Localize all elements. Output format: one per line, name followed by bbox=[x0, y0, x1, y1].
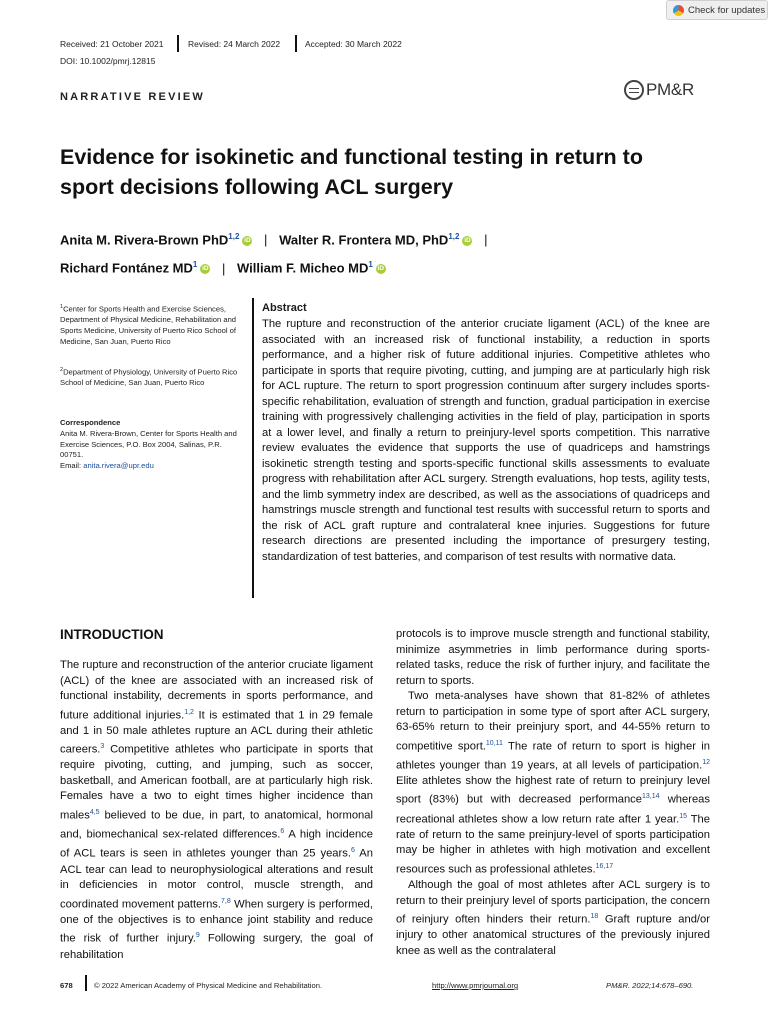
body-text: Following surgery, the goal of rehabilitation bbox=[60, 933, 373, 961]
author-affiliation: 1 bbox=[192, 260, 198, 270]
affiliation-number: 1 bbox=[60, 304, 64, 310]
author-name[interactable]: Walter R. Frontera MD, PhD bbox=[279, 232, 449, 248]
citation-reference-link[interactable]: 16,17 bbox=[595, 862, 614, 870]
affiliation-text: Center for Sports Health and Exercise Sciences, Department of Physical Medicine, Rehabilitation and Sports Medicine, University of Puerto Rico School of Medicine, San Juan, Puerto Rico bbox=[60, 304, 237, 346]
author-separator: | bbox=[264, 232, 268, 248]
body-text: The rupture and reconstruction of the anterior cruciate ligament (ACL) of the knee are associated with an increased risk of functional instability, decrements in sports performance, and future additional injuries. bbox=[60, 659, 373, 722]
article-type-label: NARRATIVE REVIEW bbox=[60, 91, 206, 103]
citation: PM&R. 2022;14:678–690. bbox=[606, 981, 694, 990]
page-number: 678 bbox=[60, 981, 73, 990]
affiliation-text: Department of Physiology, University of Puerto Rico School of Medicine, San Juan, Puerto Rico bbox=[60, 367, 238, 388]
journal-logo-text: PM&R bbox=[646, 80, 694, 99]
body-text: Competitive athletes who participate in sports that require pivoting, cutting, and jumping, such as soccer, basketball, and American football, are at particularly high risk. Females have a two to eight times higher incidence than males bbox=[60, 743, 373, 822]
author-name[interactable]: Richard Fontánez MD bbox=[60, 260, 193, 276]
affiliation-1 bbox=[60, 302, 246, 348]
orcid-icon[interactable]: iD bbox=[244, 236, 251, 244]
pmr-logo-icon bbox=[624, 80, 644, 100]
author-list bbox=[60, 224, 720, 281]
revised-date: Revised: 24 March 2022 bbox=[188, 39, 281, 49]
citation-reference-link[interactable]: 1,2 bbox=[184, 708, 194, 716]
body-text: Graft rupture and/or injury to other anatomical structures of the previously injured knee as well as the contralateral bbox=[396, 913, 710, 957]
body-text: Although the goal of most athletes after ACL surgery is to return to their preinjury level of sports participation, the concern of reinjury often hinders their return. bbox=[396, 879, 710, 926]
citation-reference-link[interactable]: 13,14 bbox=[642, 793, 660, 801]
body-text: The rate of return to sport is higher in athletes younger than 19 years, at all levels of participation. bbox=[396, 740, 710, 772]
journal-logo bbox=[624, 80, 694, 100]
citation-reference-link[interactable]: 10,11 bbox=[485, 739, 503, 747]
body-text: When surgery is performed, one of the objectives is to enhance joint stability and reduce the risk of further injury. bbox=[60, 898, 374, 946]
author-affiliation: 1,2 bbox=[228, 232, 240, 241]
received-date: Received: 21 October 2021 bbox=[60, 39, 164, 49]
author-affiliation: 1,2 bbox=[448, 232, 460, 241]
body-text: Two meta-analyses have shown that 81-82% of athletes return to participation in some type of sport after ACL surgery, 63-65% return to their preinjury sport, and 44-55% return to competitive sport. bbox=[396, 690, 710, 753]
body-text: Elite athletes show the highest rate of return to preinjury level sport (83%) but with decreased performance bbox=[396, 774, 710, 807]
copyright: © 2022 American Academy of Physical Medicine and Rehabilitation. bbox=[94, 981, 323, 990]
citation-reference-link[interactable]: 6 bbox=[350, 847, 355, 855]
orcid-icon[interactable]: iD bbox=[377, 265, 385, 273]
doi: DOI: 10.1002/pmrj.12815 bbox=[60, 56, 156, 66]
body-text: An ACL tear can lead to neurophysiological alterations and result in deficiencies in motor control, muscle strength, and coordinated movement patterns. bbox=[60, 848, 373, 911]
author-affiliation: 1 bbox=[368, 260, 373, 270]
affiliation-number: 2 bbox=[60, 367, 64, 373]
intro-paragraph bbox=[396, 878, 710, 959]
abstract-heading: Abstract bbox=[262, 302, 307, 314]
check-for-updates-label: Check for updates bbox=[688, 4, 766, 16]
journal-url-link[interactable]: http://www.pmrjournal.org bbox=[432, 981, 519, 990]
citation-reference-link[interactable]: 15 bbox=[679, 812, 688, 820]
body-text: The rate of return to the same preinjury-level of sports participation may be higher in athletes with high motivation and excellent resources such as professional athletes. bbox=[396, 813, 711, 876]
author-separator: | bbox=[484, 232, 488, 248]
intro-paragraph bbox=[396, 689, 710, 878]
email-link[interactable]: anita.rivera@upr.edu bbox=[83, 461, 154, 471]
citation-reference-link[interactable]: 7,8 bbox=[221, 897, 231, 905]
citation-reference-link[interactable]: 3 bbox=[100, 743, 105, 751]
correspondence bbox=[60, 418, 246, 472]
correspondence-heading: Correspondence bbox=[60, 418, 121, 427]
correspondence-address: Anita M. Rivera-Brown, Center for Sports Health and Exercise Sciences, P.O. Box 2004, Salinas, P.R. 00751. bbox=[60, 428, 237, 460]
footer-divider bbox=[85, 975, 87, 991]
check-for-updates-button[interactable] bbox=[666, 0, 768, 20]
email-label: Email: bbox=[60, 461, 84, 471]
body-text: It is estimated that 1 in 29 female and 1 in 50 male athletes rupture an ACL during their athletic careers. bbox=[60, 709, 373, 756]
citation-reference-link[interactable]: 4,5 bbox=[89, 808, 100, 816]
abstract-divider bbox=[252, 298, 254, 598]
intro-paragraph bbox=[396, 627, 710, 689]
intro-paragraph bbox=[60, 658, 373, 963]
body-text: A high incidence of ACL tears is seen in athletes younger than 25 years. bbox=[60, 828, 373, 861]
body-text: believed to be due, in part, to anatomical, hormonal and, biomechanical sex-related differences. bbox=[60, 809, 373, 841]
abstract-text: The rupture and reconstruction of the anterior cruciate ligament (ACL) of the knee are associated with an increased risk of functional instability, a reduction in sports performance, and a higher risk of future additional injuries. Competitive athletes who participate in sports that require pivoting, cutting, and jumping are at particularly high risk for ACL rupture. The return to sport progression continuum after surgery includes sports-specific rehabilitation, evaluation of strength and function, gradual participation in exercise training with progressively challenging activities in the field of play, participation in sports at a lower level, and finally a return to preinjury-level sports competition. This narrative review evaluates the evidence that supports the use of quadriceps and hamstrings isokinetic strength testing and sports-specific functional skills assessments to evaluate progress with rehabilitation after ACL surgery. Strength evaluations, hop tests, agility tests, and the limb symmetry index are described, as well as the associations of quadriceps and hamstrings muscle strength and functional test results with successful return to sports and the risk of ACL graft rupture and contralateral knee injuries. Suggestions for future research directions are presented including the importance of presurgery testing, standardization of test batteries, and comparison of test results with normative data. bbox=[262, 318, 710, 563]
affiliation-2 bbox=[60, 365, 246, 389]
meta-divider bbox=[177, 35, 179, 52]
author-name[interactable]: William F. Micheo MD bbox=[237, 260, 369, 276]
citation-reference-link[interactable]: 18 bbox=[590, 913, 599, 921]
citation-reference-link[interactable]: 9 bbox=[195, 932, 200, 940]
intro-right-column bbox=[396, 627, 710, 959]
orcid-icon[interactable]: iD bbox=[202, 265, 209, 273]
crossmark-icon bbox=[673, 5, 684, 16]
citation-reference-link[interactable]: 6 bbox=[280, 828, 285, 836]
introduction-heading: INTRODUCTION bbox=[60, 627, 164, 642]
article-title: Evidence for isokinetic and functional testing in return to sport decisions following ACL surgery bbox=[60, 145, 643, 199]
intro-left-column bbox=[60, 658, 373, 963]
accepted-date: Accepted: 30 March 2022 bbox=[305, 39, 402, 49]
orcid-icon[interactable]: iD bbox=[464, 236, 471, 244]
citation-reference-link[interactable]: 12 bbox=[702, 758, 710, 766]
body-text: protocols is to improve muscle strength and functional stability, minimize asymmetries in limb performance during sports-related tasks, reduce the risk of further injury, and facilitate the return to sports. bbox=[396, 628, 710, 687]
author-name[interactable]: Anita M. Rivera-Brown PhD bbox=[60, 232, 229, 248]
author-separator: | bbox=[221, 260, 226, 276]
meta-divider bbox=[295, 35, 297, 52]
body-text: whereas recreational athletes show a low return rate after 1 year. bbox=[396, 794, 710, 826]
